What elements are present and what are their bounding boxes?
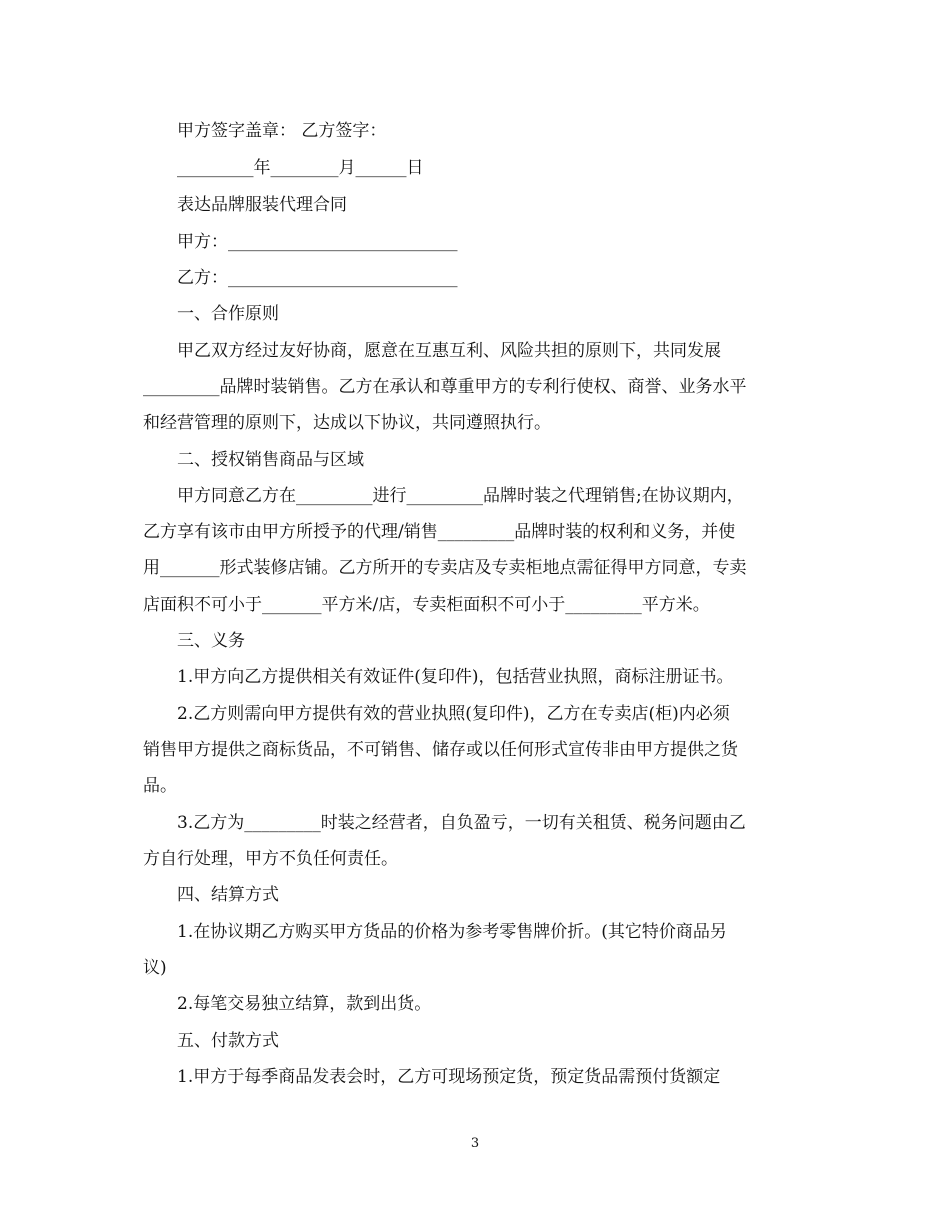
paragraph-line: 甲乙双方经过友好协商，愿意在互惠互利、风险共担的原则下，共同发展: [177, 341, 721, 361]
paragraph-line: 2.乙方则需向甲方提供有效的营业执照(复印件)，乙方在专卖店(柜)内必须: [177, 704, 730, 724]
party-a-line: 甲方：___________________________: [177, 232, 458, 252]
section-heading: 五、付款方式: [177, 1031, 279, 1051]
party-b-line: 乙方：___________________________: [177, 268, 458, 288]
paragraph-line: 销售甲方提供之商标货品，不可销售、储存或以任何形式宣传非由甲方提供之货: [143, 740, 738, 760]
section-heading: 一、合作原则: [177, 304, 279, 324]
paragraph-line: 甲方同意乙方在_________进行_________品牌时装之代理销售;在协议期内，: [177, 486, 744, 506]
paragraph-line: 1.甲方向乙方提供相关有效证件(复印件)，包括营业执照，商标注册证书。: [177, 667, 734, 687]
paragraph-line: 1.在协议期乙方购买甲方货品的价格为参考零售牌价折。(其它特价商品另: [177, 922, 727, 942]
contract-title: 表达品牌服装代理合同: [177, 195, 347, 215]
paragraph-line: 2.每笔交易独立结算，款到出货。: [177, 994, 432, 1014]
paragraph-line: 和经营管理的原则下，达成以下协议，共同遵照执行。: [143, 413, 551, 433]
paragraph-line: 1.甲方于每季商品发表会时，乙方可现场预定货，预定货品需预付货额定: [177, 1067, 721, 1087]
page-number: 3: [470, 1136, 480, 1151]
section-heading: 三、义务: [177, 631, 245, 651]
paragraph-line: 用_______形式装修店铺。乙方所开的专卖店及专卖柜地点需征得甲方同意，专卖: [143, 558, 747, 578]
signature-line: 甲方签字盖章： 乙方签字：: [177, 121, 387, 141]
section-heading: 二、授权销售商品与区域: [177, 450, 364, 470]
paragraph-line: 店面积不可小于_______平方米/店，专卖柜面积不可小于_________平方米。: [143, 595, 710, 615]
section-heading: 四、结算方式: [177, 885, 279, 905]
paragraph-line: 乙方享有该市由甲方所授予的代理/销售_________品牌时装的权利和义务，并使: [143, 522, 736, 542]
date-line: _________年________月______日: [177, 158, 424, 178]
paragraph-line: 方自行处理，甲方不负任何责任。: [143, 849, 398, 869]
paragraph-line: _________品牌时装销售。乙方在承认和尊重甲方的专利行使权、商誉、业务水平: [143, 377, 747, 397]
paragraph-line: 品。: [143, 776, 177, 796]
paragraph-line: 议): [143, 958, 167, 978]
paragraph-line: 3.乙方为_________时装之经营者，自负盈亏，一切有关租赁、税务问题由乙: [177, 813, 746, 833]
